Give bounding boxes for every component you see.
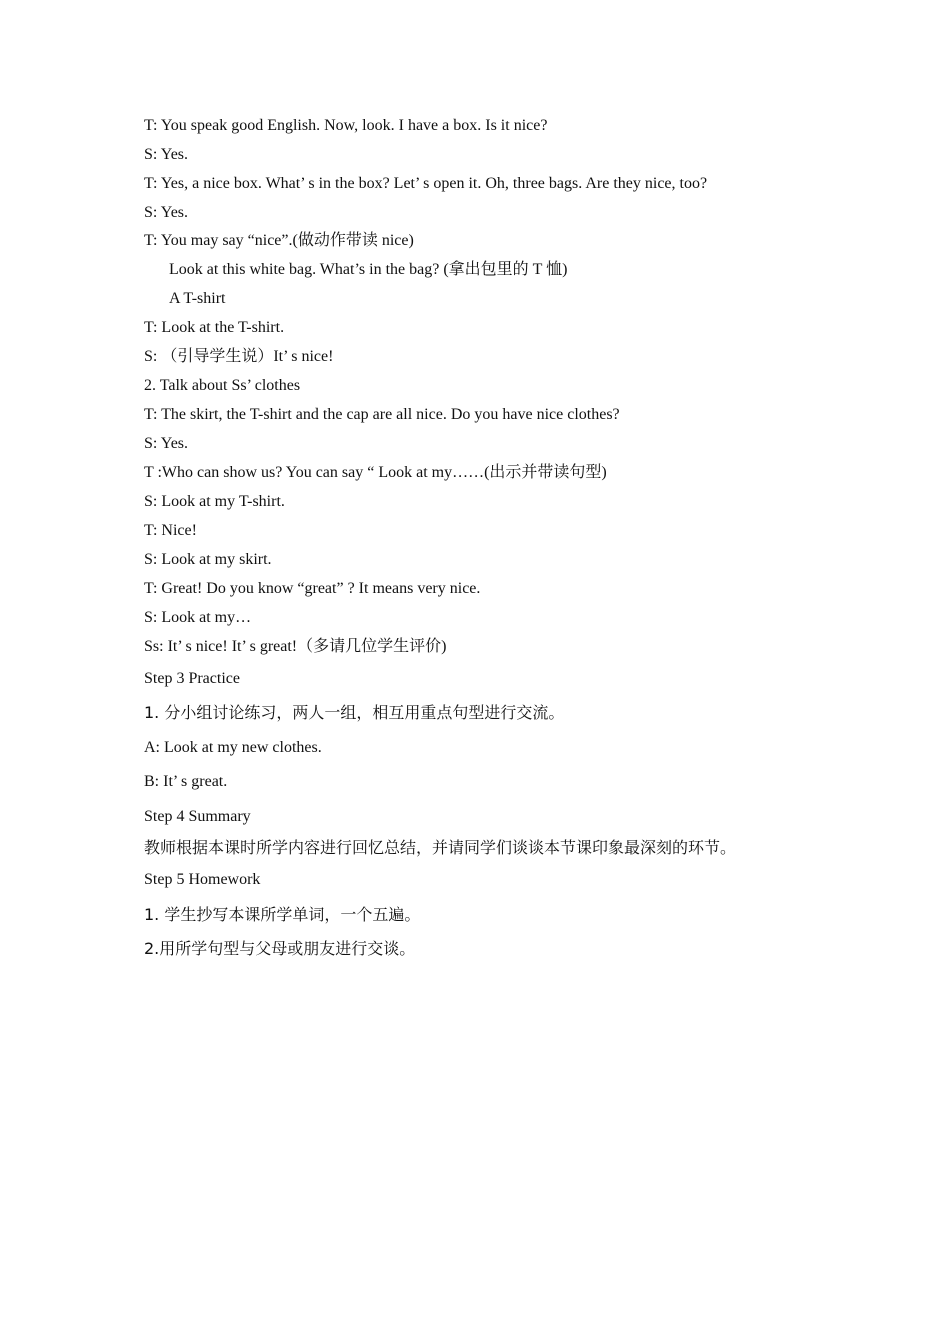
dialogue-line: S: Yes. [144, 204, 189, 221]
dialogue-line: T: The skirt, the T-shirt and the cap are all nice. Do you have nice clothes? [144, 406, 620, 423]
dialogue-line: S: （引导学生说）It’ s nice! [144, 348, 334, 365]
summary-text: 教师根据本课时所学内容进行回忆总结，并请同学们谈谈本节课印象最深刻的环节。 [144, 838, 737, 857]
step-heading: Step 5 Homework [144, 871, 261, 888]
step-heading: Step 4 Summary [144, 808, 251, 825]
homework-item: 1. 学生抄写本课所学单词，一个五遍。 [144, 905, 421, 924]
dialogue-line: S: Look at my… [144, 609, 252, 626]
dialogue-line: A T-shirt [169, 290, 226, 307]
step-heading: Step 3 Practice [144, 670, 240, 687]
dialogue-line: Ss: It’ s nice! It’ s great!（多请几位学生评价) [144, 638, 447, 655]
dialogue-line: S: Yes. [144, 146, 189, 163]
dialogue-line: T: Look at the T-shirt. [144, 319, 285, 336]
dialogue-line: S: Yes. [144, 435, 189, 452]
dialogue-line: B: It’ s great. [144, 773, 228, 790]
dialogue-line: T: Nice! [144, 522, 197, 539]
dialogue-line: S: Look at my skirt. [144, 551, 272, 568]
dialogue-line: S: Look at my T-shirt. [144, 493, 285, 510]
dialogue-line: T: Great! Do you know “great” ? It means very nice. [144, 580, 481, 597]
homework-item: 2.用所学句型与父母或朋友进行交谈。 [144, 939, 416, 958]
dialogue-line: T :Who can show us? You can say “ Look at my……(出示并带读句型) [144, 464, 607, 481]
practice-instruction: 1. 分小组讨论练习，两人一组，相互用重点句型进行交流。 [144, 703, 565, 722]
dialogue-line: A: Look at my new clothes. [144, 739, 322, 756]
dialogue-line: T: Yes, a nice box. What’ s in the box? Let’ s open it. Oh, three bags. Are they nice, too? [144, 175, 708, 192]
dialogue-line: Look at this white bag. What’s in the bag? (拿出包里的 T 恤) [169, 261, 568, 278]
section-heading: 2. Talk about Ss’ clothes [144, 377, 301, 394]
dialogue-line: T: You speak good English. Now, look. I have a box. Is it nice? [144, 117, 548, 134]
dialogue-line: T: You may say “nice”.(做动作带读 nice) [144, 232, 414, 249]
